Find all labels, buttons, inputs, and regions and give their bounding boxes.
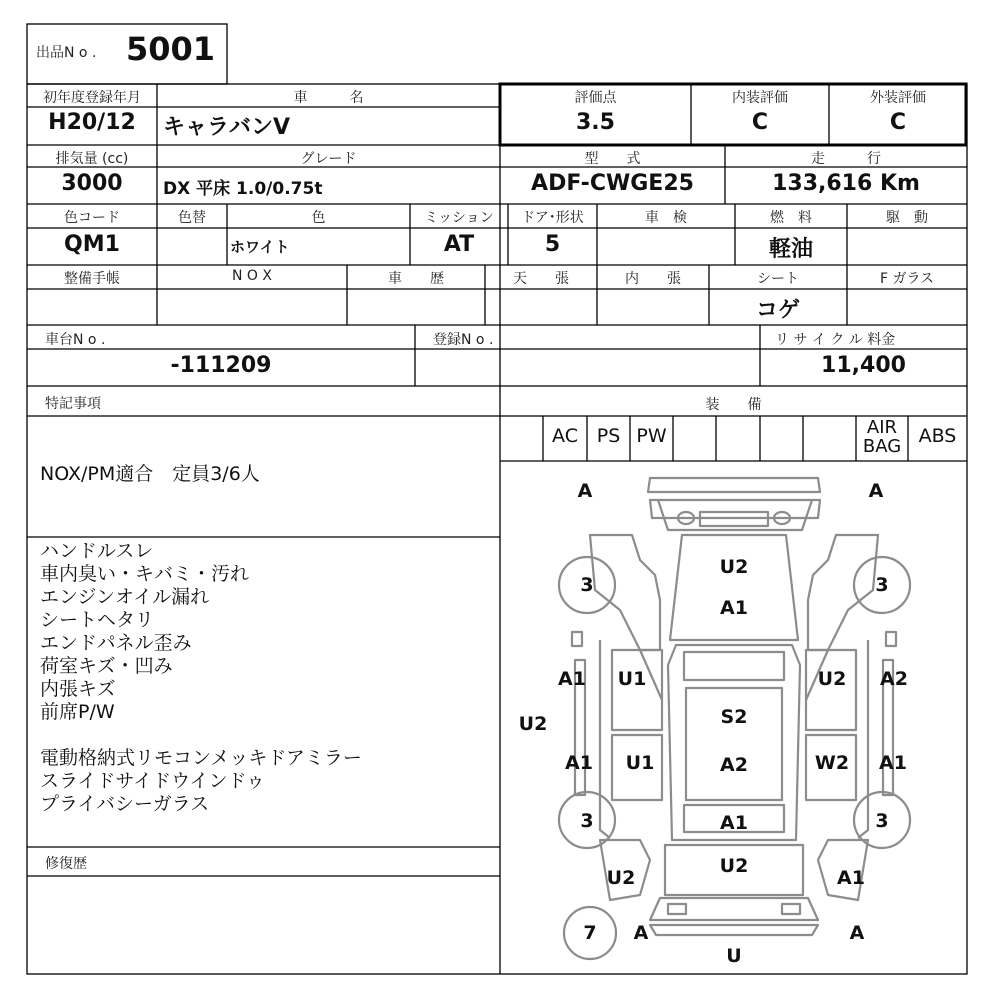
mileage-value: 133,616 Km <box>772 171 920 196</box>
reg-date-label: 初年度登録年月 <box>43 90 141 106</box>
lot-number: 5001 <box>126 30 216 68</box>
seat-value: コゲ <box>755 298 800 323</box>
grade-value: DX 平床 1.0/0.75t <box>163 179 323 199</box>
headliner-label: 天 張 <box>513 271 569 287</box>
code-rear-right: A1 <box>837 867 865 889</box>
equip-pw: PW <box>636 425 667 447</box>
note-line: エンジンオイル漏れ <box>40 586 210 608</box>
nox-label: N O X <box>232 268 272 284</box>
recycle-fee-value: 11,400 <box>821 353 906 378</box>
code-roof-rear: A1 <box>720 812 748 834</box>
chassis-value: -111209 <box>170 353 272 378</box>
code-rear-left: U2 <box>606 867 636 889</box>
note-line: 内張キズ <box>40 678 116 700</box>
grade-label: グレード <box>300 151 357 167</box>
fuel-label: 燃 料 <box>770 210 812 226</box>
airbag-line-2: BAG <box>862 436 902 457</box>
inspection-label: 車 検 <box>645 210 687 226</box>
lot-label: 出品N o . <box>36 45 97 61</box>
interior-trim-label: 内 張 <box>625 271 681 287</box>
color-value: ホワイト <box>230 238 290 256</box>
displacement-value: 3000 <box>61 171 123 196</box>
note-line: エンドパネル歪み <box>40 632 192 654</box>
note-line: 前席P/W <box>40 701 115 723</box>
code-fr-door: U2 <box>817 668 847 690</box>
door-value: 5 <box>544 232 561 257</box>
exterior-grade-value: C <box>889 110 907 135</box>
interior-grade-label: 内装評価 <box>732 90 788 106</box>
code-wheel-fl: 3 <box>580 574 594 596</box>
code-back-door: U2 <box>719 855 749 877</box>
service-book-label: 整備手帳 <box>64 271 120 287</box>
notes-list <box>40 540 362 816</box>
note-line <box>40 724 362 747</box>
score-label: 評価点 <box>574 90 617 106</box>
note-line: 荷室キズ・凹み <box>40 655 173 677</box>
code-fr-fender: A2 <box>880 668 908 690</box>
score-value: 3.5 <box>576 110 615 135</box>
exterior-grade-label: 外装評価 <box>870 90 926 106</box>
note-line: プライバシーガラス <box>40 793 210 815</box>
airbag-line-1: AIR <box>866 417 898 438</box>
equip-airbag <box>856 418 908 456</box>
code-front-right-corner: A <box>868 480 884 502</box>
note-line: 電動格納式リモコンメッキドアミラー <box>40 747 362 769</box>
note-line: スライドサイドウインドゥ <box>40 770 266 792</box>
code-rl-door: U1 <box>625 752 655 774</box>
chassis-label: 車台N o . <box>45 332 106 348</box>
color-label: 色 <box>311 210 326 226</box>
code-rear-bumper-right: A <box>849 922 865 944</box>
drive-label: 駆 動 <box>886 210 928 226</box>
equip-ac: AC <box>552 425 578 447</box>
code-fl-fender: A1 <box>558 668 586 690</box>
code-front-left-corner: A <box>577 480 593 502</box>
transmission-label: ミッション <box>424 210 494 226</box>
vehicle-history-label: 車 歴 <box>388 271 444 287</box>
code-hood-2: A1 <box>720 597 748 619</box>
code-wheel-rr: 3 <box>875 810 889 832</box>
model-code-label: 型 式 <box>584 151 641 167</box>
fuel-value: 軽油 <box>768 237 813 262</box>
note-line: シートヘタリ <box>40 609 155 631</box>
registration-label: 登録N o . <box>433 332 494 348</box>
door-shape-label: ドア･形状 <box>521 210 584 226</box>
code-hood-1: U2 <box>719 556 749 578</box>
car-name-value: キャラバンV <box>163 115 291 140</box>
recycle-fee-label: リ サ イ ク ル 料金 <box>775 332 896 348</box>
front-glass-label: F ガラス <box>879 271 935 287</box>
interior-grade-value: C <box>751 110 769 135</box>
notes-main: NOX/PM適合 定員3/6人 <box>40 463 260 485</box>
seat-label: シート <box>757 271 799 287</box>
color-code-label: 色コード <box>64 210 120 226</box>
code-rr-panel: A1 <box>879 752 907 774</box>
code-wheel-rl: 3 <box>580 810 594 832</box>
note-line: 車内臭い・キバミ・汚れ <box>40 563 250 585</box>
color-code-value: QM1 <box>64 232 120 257</box>
code-rl-panel: A1 <box>565 752 593 774</box>
code-rear-bumper-center: U <box>726 945 742 967</box>
equipment-label: 装 備 <box>705 397 762 413</box>
code-roof-1: S2 <box>720 706 748 728</box>
note-line: ハンドルスレ <box>40 540 154 562</box>
displacement-label: 排気量 (cc) <box>55 151 129 167</box>
car-name-label: 車 名 <box>293 90 364 106</box>
model-code-value: ADF-CWGE25 <box>531 171 694 196</box>
code-roof-2: A2 <box>720 754 748 776</box>
repaint-label: 色替 <box>178 210 206 226</box>
code-left-side: U2 <box>518 713 548 735</box>
equip-abs: ABS <box>918 425 957 447</box>
mileage-label: 走 行 <box>811 151 881 167</box>
notes-label: 特記事項 <box>45 396 101 412</box>
code-wheel-fr: 3 <box>875 574 889 596</box>
code-rear-bumper-left: A <box>633 922 649 944</box>
equip-ps: PS <box>596 425 621 447</box>
code-rr-door: W2 <box>814 752 850 774</box>
repair-history-label: 修復歴 <box>45 856 87 872</box>
transmission-value: AT <box>443 232 475 257</box>
code-spare: 7 <box>583 922 597 944</box>
reg-date-value: H20/12 <box>48 110 136 135</box>
code-fl-door: U1 <box>617 668 647 690</box>
